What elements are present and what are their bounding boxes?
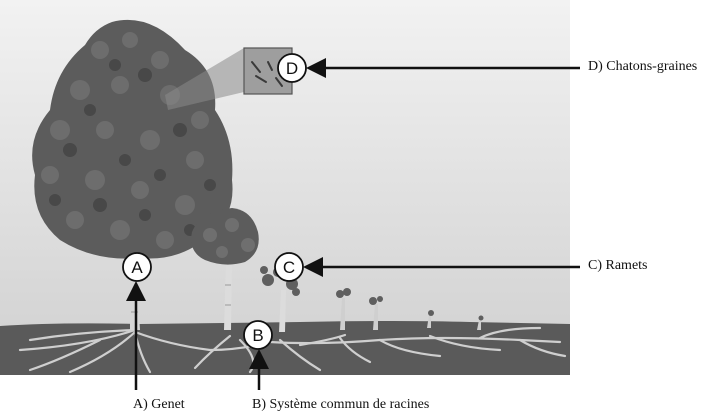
marker-b-letter: B (252, 326, 264, 345)
marker-d (278, 54, 306, 82)
marker-d-letter: D (285, 59, 299, 78)
caption-d: D) Chatons-graines (588, 59, 698, 74)
caption-b: B) Système commun de racines (252, 397, 430, 412)
marker-c-letter: C (282, 258, 296, 277)
marker-c (275, 253, 303, 281)
caption-c: C) Ramets (588, 258, 648, 273)
marker-a-letter: A (131, 258, 143, 277)
marker-b (244, 321, 272, 349)
marker-a (123, 253, 151, 281)
caption-a: A) Genet (133, 397, 185, 412)
